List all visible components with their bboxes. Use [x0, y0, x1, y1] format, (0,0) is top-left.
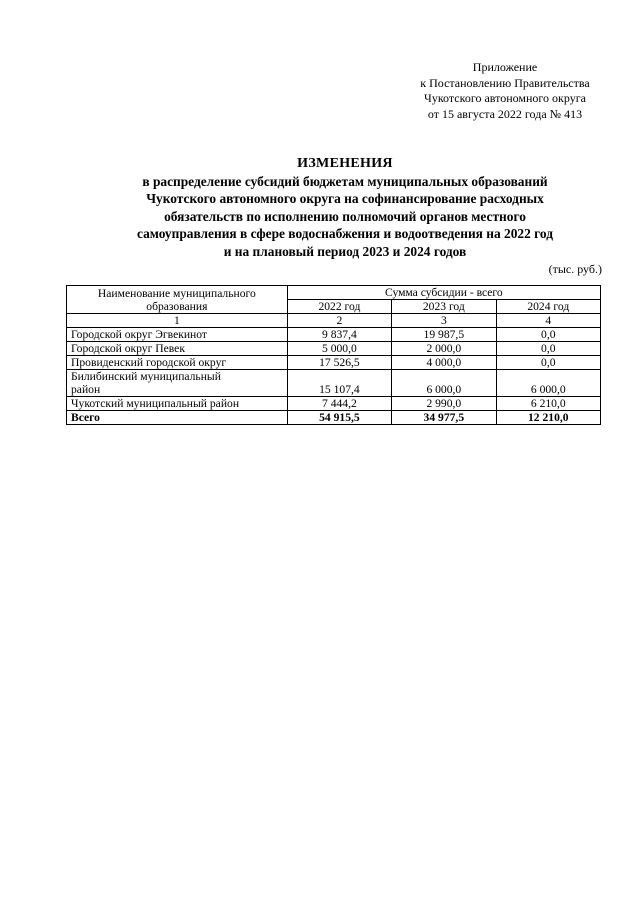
row-value-2023: 2 990,0	[392, 397, 496, 411]
title-line-2: Чукотского автономного округа на софинансирование расходных	[146, 191, 544, 207]
table-column-numbers-row	[67, 314, 601, 328]
row-value-2022: 9 837,4	[287, 328, 391, 342]
header-year-2022: 2022 год	[287, 300, 391, 314]
table-row	[67, 328, 601, 342]
appendix-region: Чукотского автономного округа	[424, 91, 586, 105]
row-value-2023: 2 000,0	[392, 342, 496, 356]
row-value-2024: 6 210,0	[496, 397, 600, 411]
column-number: 3	[392, 314, 496, 328]
row-value-2022: 17 526,5	[287, 356, 391, 370]
table-row	[67, 370, 601, 397]
appendix-title: Приложение	[472, 60, 538, 74]
table-row	[67, 342, 601, 356]
total-value-2023: 34 977,5	[392, 411, 496, 425]
row-municipality-name: Чукотский муниципальный район	[67, 397, 288, 411]
row-value-2023: 4 000,0	[392, 356, 496, 370]
row-value-2022: 5 000,0	[287, 342, 391, 356]
title-line-3: обязательств по исполнению полномочий органов местного	[164, 208, 526, 224]
row-value-2023: 6 000,0	[392, 370, 496, 397]
total-value-2024: 12 210,0	[496, 411, 600, 425]
row-value-2022: 7 444,2	[287, 397, 391, 411]
table-header-row	[67, 286, 601, 300]
header-year-2023: 2023 год	[392, 300, 496, 314]
row-value-2024: 0,0	[496, 356, 600, 370]
header-name-line-2: образования	[146, 300, 208, 313]
column-number: 2	[287, 314, 391, 328]
title-heading: ИЗМЕНЕНИЯ	[297, 156, 393, 171]
column-number: 1	[67, 314, 288, 328]
title-line-1: в распределение субсидий бюджетам муниципальных образований	[142, 173, 548, 189]
row-municipality-name	[67, 370, 288, 397]
column-number: 4	[496, 314, 600, 328]
total-value-2022: 54 915,5	[287, 411, 391, 425]
row-value-2023: 19 987,5	[392, 328, 496, 342]
row-name-line-2: район	[71, 383, 101, 396]
subsidies-table	[66, 285, 601, 425]
document-title	[80, 155, 610, 261]
appendix-block	[400, 60, 610, 122]
table-row	[67, 397, 601, 411]
units-label: (тыс. руб.)	[548, 262, 602, 276]
row-value-2024: 0,0	[496, 328, 600, 342]
title-line-4: самоуправления в сфере водоснабжения и водоотведения на 2022 год	[137, 226, 553, 242]
header-group-cell: Сумма субсидии - всего	[287, 286, 600, 300]
row-value-2024: 6 000,0	[496, 370, 600, 397]
row-municipality-name: Городской округ Эгвекинот	[67, 328, 288, 342]
title-line-5: и на плановый период 2023 и 2024 годов	[223, 243, 467, 259]
appendix-decree-ref: к Постановлению Правительства	[420, 75, 590, 90]
header-name-line-1: Наименование муниципального	[97, 287, 256, 300]
header-name-cell	[67, 286, 288, 314]
table-total-row	[67, 411, 601, 425]
row-value-2022: 15 107,4	[287, 370, 391, 397]
appendix-date-number: от 15 августа 2022 года № 413	[427, 106, 583, 121]
row-municipality-name: Провиденский городской округ	[67, 356, 288, 370]
row-name-line-1: Билибинский муниципальный	[71, 370, 221, 383]
row-municipality-name: Городской округ Певек	[67, 342, 288, 356]
header-year-2024: 2024 год	[496, 300, 600, 314]
table-row	[67, 356, 601, 370]
row-value-2024: 0,0	[496, 342, 600, 356]
total-label: Всего	[67, 411, 288, 425]
